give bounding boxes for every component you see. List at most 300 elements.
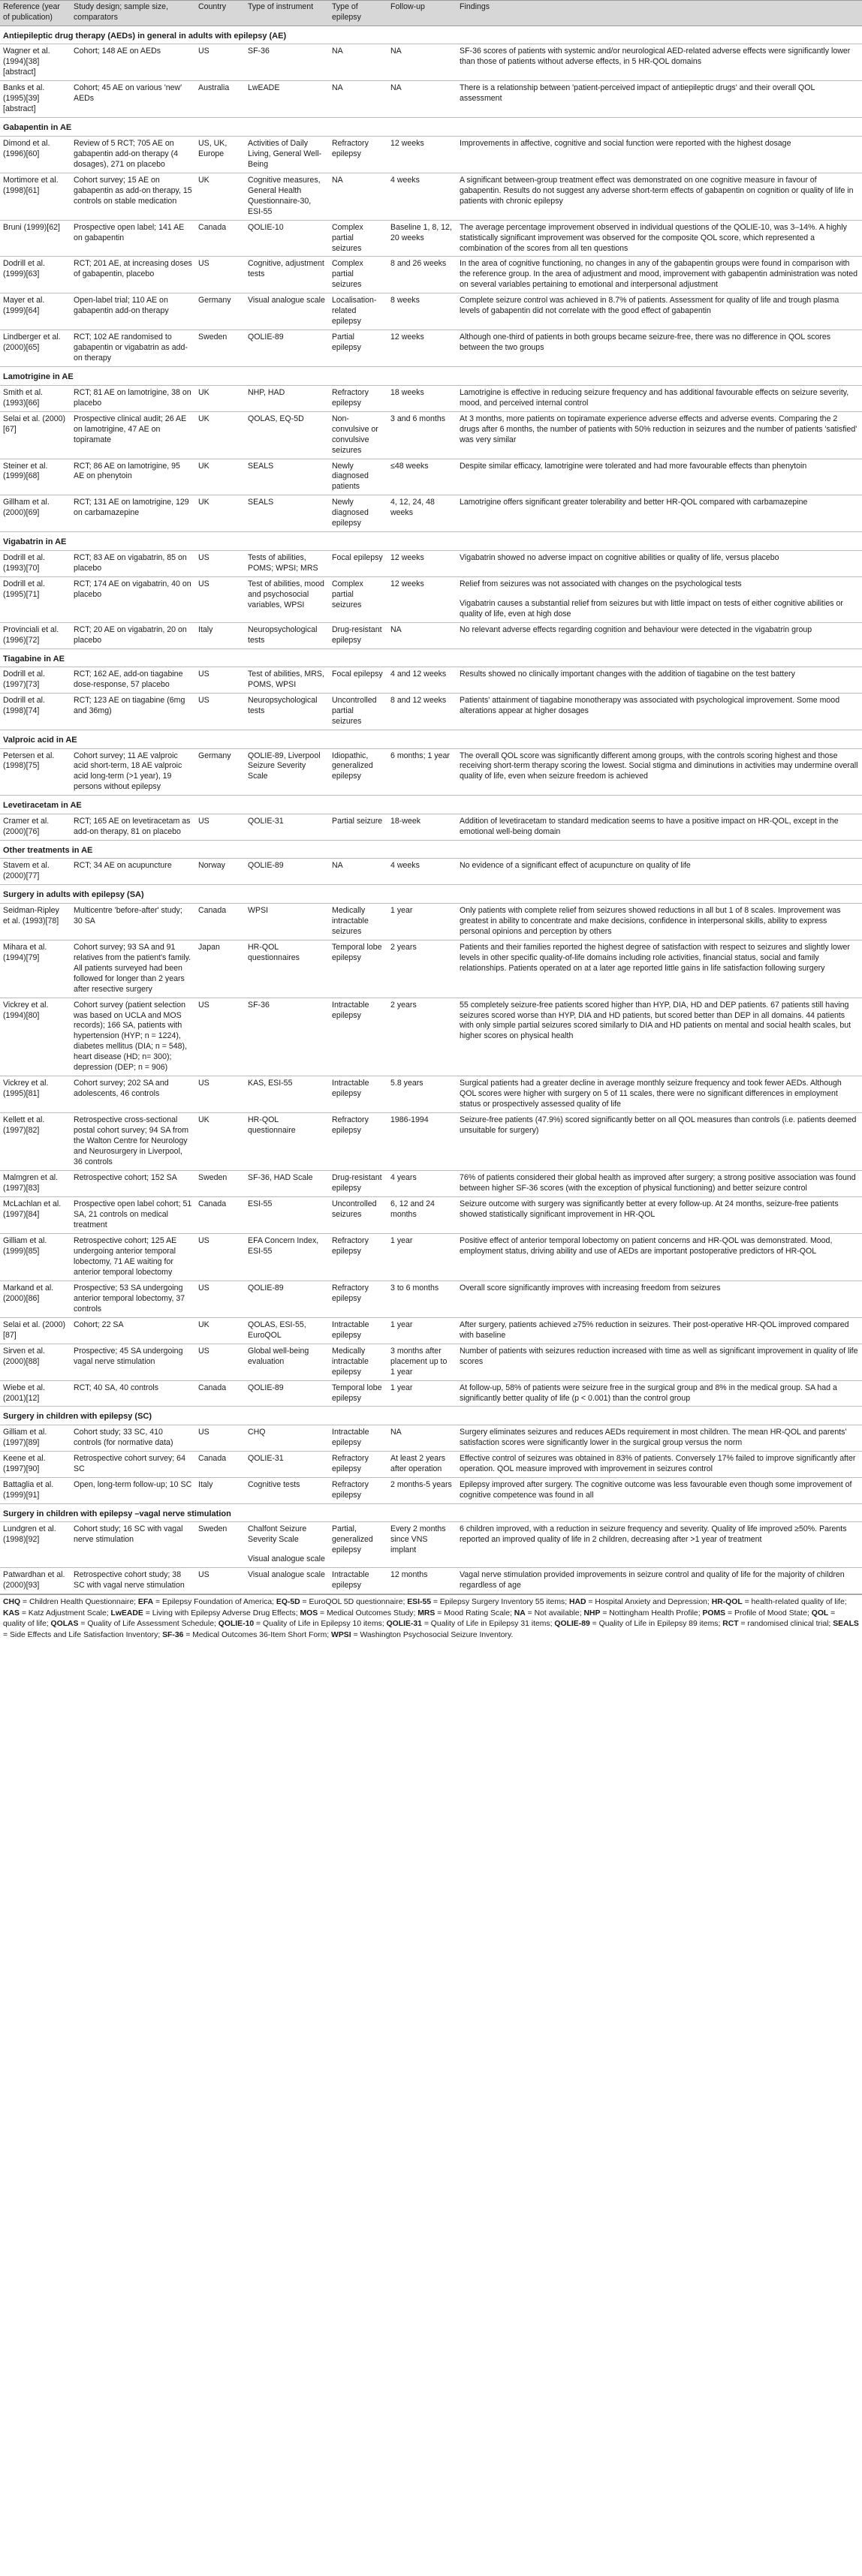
abbreviation-definition: Quality of Life Assessment Schedule: [87, 1620, 214, 1629]
cell-reference: Keene et al. (1997)[90]: [0, 1451, 71, 1477]
cell-country: US: [195, 1233, 245, 1280]
abbreviation-term: LwEADE: [110, 1608, 143, 1618]
cell-epilepsy-type: NA: [329, 81, 387, 118]
table-row: [0, 385, 862, 411]
cell-findings: Complete seizure control was achieved in 8.7% of patients. Assessment for quality of life and trough plasma levels of gabapentin did not correlate with the good effect of gabapentin: [457, 293, 862, 330]
abbreviation-term: EFA: [137, 1598, 154, 1607]
cell-country: UK: [195, 459, 245, 495]
section-title: Surgery in children with epilepsy (SC): [0, 1407, 862, 1425]
abbreviation-definition: Nottingham Health Profile: [609, 1608, 698, 1618]
cell-epilepsy-type: Partial, generalized epilepsy: [329, 1522, 387, 1568]
cell-epilepsy-type: Drug-resistant epilepsy: [329, 1171, 387, 1197]
abbreviation-term: MOS: [300, 1608, 318, 1618]
abbreviation-term: HR-QOL: [711, 1598, 743, 1607]
cell-findings: [457, 576, 862, 622]
cell-reference: Patwardhan et al. (2000)[93]: [0, 1568, 71, 1594]
cell-instrument: QOLAS, EQ-5D: [245, 411, 329, 459]
abbreviation-term: SEALS: [833, 1620, 859, 1629]
cell-country: Canada: [195, 1380, 245, 1407]
cell-follow-up: NA: [387, 622, 457, 649]
cell-findings: Surgery eliminates seizures and reduces AEDs requirement in most children. The mean HR-QOL and parents' satisfaction scores were significantly lower in the surgical group versus the norm: [457, 1425, 862, 1452]
cell-study-design: RCT; 102 AE randomised to gabapentin or vigabatrin as add-on therapy: [71, 330, 195, 367]
cell-follow-up: 4 years: [387, 1171, 457, 1197]
cell-epilepsy-type: Refractory epilepsy: [329, 1113, 387, 1171]
cell-epilepsy-type: Intractable epilepsy: [329, 1425, 387, 1452]
cell-reference: Banks et al. (1995)[39] [abstract]: [0, 81, 71, 118]
cell-epilepsy-type: Focal epilepsy: [329, 667, 387, 694]
abbreviation-definition: Quality of Life in Epilepsy 31 items: [430, 1620, 550, 1629]
cell-country: UK: [195, 385, 245, 411]
cell-instrument: LwEADE: [245, 81, 329, 118]
cell-country: Canada: [195, 903, 245, 940]
abbreviation-term: NA: [514, 1608, 526, 1618]
cell-epilepsy-type: Temporal lobe epilepsy: [329, 1380, 387, 1407]
cell-reference: Sirven et al. (2000)[88]: [0, 1344, 71, 1380]
cell-epilepsy-type: Newly diagnosed patients: [329, 459, 387, 495]
cell-epilepsy-type: Intractable epilepsy: [329, 998, 387, 1076]
section-title: Surgery in adults with epilepsy (SA): [0, 885, 862, 904]
cell-instrument: Global well-being evaluation: [245, 1344, 329, 1380]
table-row: [0, 903, 862, 940]
table-row: [0, 1233, 862, 1280]
cell-paragraph: Relief from seizures was not associated with changes on the psychological tests: [460, 579, 742, 588]
cell-findings: Addition of levetiracetam to standard medication seems to have a positive impact on HR-QOL, except in the emotional well-being domain: [457, 814, 862, 840]
cell-study-design: Multicentre 'before-after' study; 30 SA: [71, 903, 195, 940]
abbreviation-definition: Epilepsy Foundation of America: [161, 1598, 273, 1607]
cell-country: Italy: [195, 622, 245, 649]
cell-paragraph: Vigabatrin causes a substantial relief from seizures but with little impact on tests of either cognitive abilities or quality of life, even at high dose: [460, 598, 843, 618]
cell-instrument: HR-QOL questionnaire: [245, 1113, 329, 1171]
cell-study-design: Cohort survey; 93 SA and 91 relatives from the patient's family. All patients surveyed had been followed for longer than 2 years after resective surgery: [71, 940, 195, 998]
abbreviation-term: WPSI: [331, 1630, 351, 1639]
abbreviation-term: QOLIE-31: [386, 1620, 422, 1629]
cell-findings: At 3 months, more patients on topiramate experience adverse effects and adverse events. Comparing the 2 drugs after 6 months, the number of patients with 50% reduction in seizures and the number of patients 'satisfied' was very similar: [457, 411, 862, 459]
header-row: [0, 1, 862, 26]
cell-follow-up: 2 months-5 years: [387, 1477, 457, 1503]
cell-follow-up: NA: [387, 81, 457, 118]
cell-study-design: Cohort; 45 AE on various 'new' AEDs: [71, 81, 195, 118]
cell-country: UK: [195, 495, 245, 532]
table-row: [0, 293, 862, 330]
cell-follow-up: 2 years: [387, 940, 457, 998]
section-header-row: [0, 118, 862, 137]
cell-epilepsy-type: Intractable epilepsy: [329, 1076, 387, 1113]
cell-follow-up: 12 weeks: [387, 576, 457, 622]
cell-instrument: Cognitive, adjustment tests: [245, 257, 329, 293]
cell-reference: Markand et al. (2000)[86]: [0, 1280, 71, 1317]
cell-findings: Although one-third of patients in both groups became seizure-free, there was no difference in QOL scores between the two groups: [457, 330, 862, 367]
abbreviation-term: QOLAS: [50, 1620, 79, 1629]
table-row: [0, 1317, 862, 1344]
cell-findings: Results showed no clinically important changes with the addition of tiagabine on the test battery: [457, 667, 862, 694]
cell-study-design: Prospective open label; 141 AE on gabapentin: [71, 220, 195, 257]
section-title: Antiepileptic drug therapy (AEDs) in general in adults with epilepsy (AE): [0, 26, 862, 44]
cell-epilepsy-type: Drug-resistant epilepsy: [329, 622, 387, 649]
cell-instrument: SF-36: [245, 998, 329, 1076]
table-row: [0, 622, 862, 649]
cell-instrument: WPSI: [245, 903, 329, 940]
cell-instrument: [245, 1522, 329, 1568]
cell-reference: Seidman-Ripley et al. (1993)[78]: [0, 903, 71, 940]
cell-instrument: Neuropsychological tests: [245, 694, 329, 730]
cell-reference: Selai et al. (2000)[87]: [0, 1317, 71, 1344]
cell-study-design: Cohort study; 33 SC, 410 controls (for normative data): [71, 1425, 195, 1452]
cell-country: Germany: [195, 748, 245, 796]
cell-findings: In the area of cognitive functioning, no changes in any of the gabapentin groups were found in comparison with the reference group. In the area of adjustment and mood, improvement with gabapentin administration was noted on several variables pertaining to emotional and interpersonal adjustment: [457, 257, 862, 293]
cell-epilepsy-type: NA: [329, 859, 387, 885]
cell-study-design: Cohort; 148 AE on AEDs: [71, 44, 195, 81]
abbreviation-term: ESI-55: [407, 1598, 432, 1607]
cell-follow-up: 18 weeks: [387, 385, 457, 411]
header-country: Country: [195, 1, 245, 26]
table-row: [0, 411, 862, 459]
cell-findings: Effective control of seizures was obtained in 83% of patients. Conversely 17% failed to improve significantly after operation. QOL measure improved with improvement in seizures control: [457, 1451, 862, 1477]
cell-follow-up: 12 weeks: [387, 136, 457, 173]
cell-reference: Lundgren et al. (1998)[92]: [0, 1522, 71, 1568]
cell-study-design: RCT; 40 SA, 40 controls: [71, 1380, 195, 1407]
cell-follow-up: 2 years: [387, 998, 457, 1076]
section-title: Gabapentin in AE: [0, 118, 862, 137]
cell-follow-up: 3 to 6 months: [387, 1280, 457, 1317]
cell-country: Japan: [195, 940, 245, 998]
cell-study-design: Open, long-term follow-up; 10 SC: [71, 1477, 195, 1503]
table-row: [0, 173, 862, 220]
cell-instrument: QOLIE-89, Liverpool Seizure Severity Scale: [245, 748, 329, 796]
cell-country: Sweden: [195, 1171, 245, 1197]
cell-epilepsy-type: Intractable epilepsy: [329, 1568, 387, 1594]
cell-epilepsy-type: Partial epilepsy: [329, 330, 387, 367]
table-row: [0, 694, 862, 730]
cell-findings: Seizure-free patients (47.9%) scored significantly better on all QOL measures than controls (i.e. patients deemed unsuitable for surgery): [457, 1113, 862, 1171]
cell-study-design: Retrospective cross-sectional postal cohort survey; 94 SA from the Walton Centre for Neurology and Neurosurgery in Liverpool, 36 controls: [71, 1113, 195, 1171]
cell-follow-up: 8 and 12 weeks: [387, 694, 457, 730]
table-row: [0, 1280, 862, 1317]
cell-study-design: RCT; 131 AE on lamotrigine, 129 on carbamazepine: [71, 495, 195, 532]
cell-study-design: RCT; 165 AE on levetiracetam as add-on therapy, 81 on placebo: [71, 814, 195, 840]
cell-epilepsy-type: Uncontrolled partial seizures: [329, 694, 387, 730]
cell-reference: Vickrey et al. (1995)[81]: [0, 1076, 71, 1113]
cell-reference: Dodrill et al. (1999)[63]: [0, 257, 71, 293]
cell-epilepsy-type: Intractable epilepsy: [329, 1317, 387, 1344]
cell-country: Canada: [195, 220, 245, 257]
cell-study-design: Cohort survey; 15 AE on gabapentin as add-on therapy, 15 controls on stable medication: [71, 173, 195, 220]
cell-reference: Dodrill et al. (1998)[74]: [0, 694, 71, 730]
cell-follow-up: ≤48 weeks: [387, 459, 457, 495]
cell-reference: Smith et al. (1993)[66]: [0, 385, 71, 411]
table-row: [0, 1425, 862, 1452]
cell-follow-up: 1 year: [387, 1317, 457, 1344]
cell-instrument: ESI-55: [245, 1197, 329, 1234]
cell-instrument: Cognitive measures, General Health Questionnaire-30, ESI-55: [245, 173, 329, 220]
abbreviation-term: POMS: [702, 1608, 726, 1618]
cell-reference: Petersen et al. (1998)[75]: [0, 748, 71, 796]
cell-follow-up: 3 months after placement up to 1 year: [387, 1344, 457, 1380]
section-title: Surgery in children with epilepsy –vagal nerve stimulation: [0, 1503, 862, 1522]
abbreviation-definition: randomised clinical trial: [747, 1620, 829, 1629]
cell-country: UK: [195, 1113, 245, 1171]
abbreviation-term: RCT: [722, 1620, 739, 1629]
table-row: [0, 1522, 862, 1568]
abbreviation-term: KAS: [3, 1608, 20, 1618]
cell-follow-up: 3 and 6 months: [387, 411, 457, 459]
abbreviation-term: EQ-5D: [276, 1598, 300, 1607]
cell-country: US: [195, 694, 245, 730]
section-header-row: [0, 532, 862, 551]
table-row: [0, 1477, 862, 1503]
cell-epilepsy-type: Complex partial seizures: [329, 220, 387, 257]
cell-study-design: RCT; 86 AE on lamotrigine, 95 AE on phenytoin: [71, 459, 195, 495]
cell-epilepsy-type: Complex partial seizures: [329, 576, 387, 622]
cell-instrument: QOLIE-89: [245, 1380, 329, 1407]
abbreviation-definition: Children Health Questionnaire: [29, 1598, 134, 1607]
cell-reference: Kellett et al. (1997)[82]: [0, 1113, 71, 1171]
cell-instrument: Cognitive tests: [245, 1477, 329, 1503]
cell-follow-up: 8 and 26 weeks: [387, 257, 457, 293]
section-title: Tiagabine in AE: [0, 649, 862, 667]
cell-country: Sweden: [195, 330, 245, 367]
cell-epilepsy-type: NA: [329, 173, 387, 220]
cell-epilepsy-type: Refractory epilepsy: [329, 1477, 387, 1503]
cell-epilepsy-type: Refractory epilepsy: [329, 1451, 387, 1477]
cell-country: Canada: [195, 1197, 245, 1234]
cell-findings: Despite similar efficacy, lamotrigine were tolerated and had more favourable effects than phenytoin: [457, 459, 862, 495]
cell-epilepsy-type: Partial seizure: [329, 814, 387, 840]
cell-follow-up: 5.8 years: [387, 1076, 457, 1113]
cell-reference: Gillham et al. (2000)[69]: [0, 495, 71, 532]
cell-country: US: [195, 667, 245, 694]
cell-reference: Steiner et al. (1999)[68]: [0, 459, 71, 495]
cell-instrument: Visual analogue scale: [245, 293, 329, 330]
cell-findings: A significant between-group treatment effect was demonstrated on one cognitive measure in favour of gabapentin. Results do not suggest any adverse short-term effects of gabapentin on cognition or quality of life in patients with chronic epilepsy: [457, 173, 862, 220]
table-row: [0, 330, 862, 367]
cell-instrument: SEALS: [245, 459, 329, 495]
cell-follow-up: NA: [387, 1425, 457, 1452]
header-follow-up: Follow-up: [387, 1, 457, 26]
cell-study-design: RCT; 123 AE on tiagabine (6mg and 36mg): [71, 694, 195, 730]
cell-instrument: QOLIE-31: [245, 1451, 329, 1477]
cell-study-design: Retrospective cohort; 125 AE undergoing anterior temporal lobectomy, 71 AE waiting for anterior temporal lobectomy: [71, 1233, 195, 1280]
cell-follow-up: NA: [387, 44, 457, 81]
table-row: [0, 136, 862, 173]
cell-reference: Provinciali et al. (1996)[72]: [0, 622, 71, 649]
cell-instrument: SEALS: [245, 495, 329, 532]
abbreviation-term: HAD: [568, 1598, 586, 1607]
cell-instrument: Tests of abilities, POMS; WPSI; MRS: [245, 550, 329, 576]
cell-instrument: Visual analogue scale: [245, 1568, 329, 1594]
header-findings: Findings: [457, 1, 862, 26]
table-row: [0, 1344, 862, 1380]
cell-instrument: QOLIE-10: [245, 220, 329, 257]
section-header-row: [0, 730, 862, 748]
cell-study-design: Prospective; 53 SA undergoing anterior temporal lobectomy, 37 controls: [71, 1280, 195, 1317]
cell-study-design: RCT; 81 AE on lamotrigine, 38 on placebo: [71, 385, 195, 411]
cell-country: US, UK, Europe: [195, 136, 245, 173]
abbreviation-definition: Epilepsy Surgery Inventory 55 items: [439, 1598, 565, 1607]
abbreviation-definition: Not available: [534, 1608, 580, 1618]
cell-epilepsy-type: Refractory epilepsy: [329, 1280, 387, 1317]
cell-follow-up: 18-week: [387, 814, 457, 840]
cell-findings: Surgical patients had a greater decline in average monthly seizure frequency and took fewer AEDs. Although QOL scores were higher with surgery on 5 of 11 scales, there were no significant differences in employment status or prospectively assessed quality of life: [457, 1076, 862, 1113]
cell-findings: Vigabatrin showed no adverse impact on cognitive abilities or quality of life, versus placebo: [457, 550, 862, 576]
header-epilepsy-type: Type of epilepsy: [329, 1, 387, 26]
table-row: [0, 44, 862, 81]
cell-country: US: [195, 1425, 245, 1452]
cell-instrument: Test of abilities, MRS, POMS, WPSI: [245, 667, 329, 694]
cell-epilepsy-type: Temporal lobe epilepsy: [329, 940, 387, 998]
cell-reference: Battaglia et al. (1999)[91]: [0, 1477, 71, 1503]
cell-epilepsy-type: Refractory epilepsy: [329, 385, 387, 411]
abbreviation-term: CHQ: [3, 1598, 21, 1607]
cell-reference: Dodrill et al. (1997)[73]: [0, 667, 71, 694]
abbreviation-definition: Living with Epilepsy Adverse Drug Effects: [152, 1608, 296, 1618]
table-row: [0, 1076, 862, 1113]
table-row: [0, 667, 862, 694]
cell-findings: Overall score significantly improves with increasing freedom from seizures: [457, 1280, 862, 1317]
cell-epilepsy-type: Uncontrolled seizures: [329, 1197, 387, 1234]
cell-study-design: Retrospective cohort study; 38 SC with vagal nerve stimulation: [71, 1568, 195, 1594]
cell-findings: Seizure outcome with surgery was significantly better at every follow-up. At 24 months, seizure-free patients showed statistically significant improvement in HR-QOL: [457, 1197, 862, 1234]
cell-paragraph: Visual analogue scale: [248, 1554, 325, 1564]
cell-reference: Mihara et al. (1994)[79]: [0, 940, 71, 998]
abbreviation-term: QOLIE-89: [554, 1620, 590, 1629]
cell-findings: At follow-up, 58% of patients were seizure free in the surgical group and 8% in the medical group. SA had a significantly better quality of life (p < 0.001) than the control group: [457, 1380, 862, 1407]
cell-findings: No evidence of a significant effect of acupuncture on quality of life: [457, 859, 862, 885]
cell-study-design: RCT; 201 AE, at increasing doses of gabapentin, placebo: [71, 257, 195, 293]
table-row: [0, 1113, 862, 1171]
cell-instrument: KAS, ESI-55: [245, 1076, 329, 1113]
cell-country: US: [195, 814, 245, 840]
cell-follow-up: 1 year: [387, 1380, 457, 1407]
section-header-row: [0, 1503, 862, 1522]
cell-instrument: NHP, HAD: [245, 385, 329, 411]
cell-findings: SF-36 scores of patients with systemic and/or neurological AED-related adverse effects were significantly lower than those of patients without adverse effects, in 5 HR-QOL domains: [457, 44, 862, 81]
cell-epilepsy-type: Complex partial seizures: [329, 257, 387, 293]
cell-reference: Wiebe et al. (2001)[12]: [0, 1380, 71, 1407]
cell-instrument: HR-QOL questionnaires: [245, 940, 329, 998]
cell-follow-up: 4 weeks: [387, 859, 457, 885]
cell-follow-up: 4 and 12 weeks: [387, 667, 457, 694]
section-header-row: [0, 796, 862, 814]
cell-instrument: Neuropsychological tests: [245, 622, 329, 649]
cell-findings: There is a relationship between 'patient-perceived impact of antiepileptic drugs' and their overall QOL assessment: [457, 81, 862, 118]
cell-follow-up: 12 months: [387, 1568, 457, 1594]
cell-reference: Wagner et al. (1994)[38] [abstract]: [0, 44, 71, 81]
cell-study-design: RCT; 174 AE on vigabatrin, 40 on placebo: [71, 576, 195, 622]
cell-findings: Only patients with complete relief from seizures showed reductions in all but 1 of 8 scales. Improvement was greatest in ability to concentrate and make decisions, confidence in interpersonal skills, ability to express personal opinions and perception by others: [457, 903, 862, 940]
cell-findings: Number of patients with seizures reduction increased with time as well as significant improvement in quality of life scores: [457, 1344, 862, 1380]
cell-country: US: [195, 44, 245, 81]
cell-reference: Vickrey et al. (1994)[80]: [0, 998, 71, 1076]
table-row: [0, 81, 862, 118]
table-row: [0, 576, 862, 622]
table-row: [0, 1451, 862, 1477]
cell-follow-up: 1 year: [387, 903, 457, 940]
abbreviation-definition: quality of life: [3, 1620, 47, 1629]
cell-findings: Vagal nerve stimulation provided improvements in seizure control and quality of life for the majority of children regardless of age: [457, 1568, 862, 1594]
cell-epilepsy-type: Focal epilepsy: [329, 550, 387, 576]
cell-findings: Epilepsy improved after surgery. The cognitive outcome was less favourable even though some improvement of cognitive competence was found in all: [457, 1477, 862, 1503]
cell-instrument: SF-36: [245, 44, 329, 81]
cell-findings: Improvements in affective, cognitive and social function were reported with the highest dosage: [457, 136, 862, 173]
cell-study-design: Cohort survey; 11 AE valproic acid short-term, 18 AE valproic acid long-term (>1 year), 19 persons without epilepsy: [71, 748, 195, 796]
table-row: [0, 257, 862, 293]
cell-follow-up: 1 year: [387, 1233, 457, 1280]
abbreviations-footnote: CHQ = Children Health Questionnaire; EFA = Epilepsy Foundation of America; EQ-5D = EuroQOL 5D questionnaire; ESI-55 = Epilepsy Surgery Inventory 55 items; HAD = Hospital Anxiety and Depression; HR-QOL = health-related quality of life; KAS = Katz Adjustment Scale; LwEADE = Living with Epilepsy Adverse Drug Effects; MOS = Medical Outcomes Study; MRS = Mood Rating Scale; NA = Not available; NHP = Nottingham Health Profile; POMS = Profile of Mood State; QOL = quality of life; QOLAS = Quality of Life Assessment Schedule; QOLIE-10 = Quality of Life in Epilepsy 10 items; QOLIE-31 = Quality of Life in Epilepsy 31 items; QOLIE-89 = Quality of Life in Epilepsy 89 items; RCT = randomised clinical trial; SEALS = Side Effects and Life Satisfaction Inventory; SF-36 = Medical Outcomes 36-Item Short Form; WPSI = Washington Psychosocial Seizure Inventory.: [0, 1594, 862, 1641]
cell-study-design: Cohort survey (patient selection was based on UCLA and MOS records); 166 SA, patients with hypertension (HYP; n = 1224), diabetes mellitus (DIA; n = 548), heart disease (HD; n= 300); depression (DEP; n = 906): [71, 998, 195, 1076]
cell-reference: Gilliam et al. (1997)[89]: [0, 1425, 71, 1452]
section-header-row: [0, 840, 862, 859]
header-instrument: Type of instrument: [245, 1, 329, 26]
cell-country: US: [195, 1076, 245, 1113]
cell-epilepsy-type: Newly diagnosed epilepsy: [329, 495, 387, 532]
section-header-row: [0, 1407, 862, 1425]
table-row: [0, 1380, 862, 1407]
cell-reference: Dimond et al. (1996)[60]: [0, 136, 71, 173]
cell-country: Germany: [195, 293, 245, 330]
cell-follow-up: 4 weeks: [387, 173, 457, 220]
cell-study-design: Open-label trial; 110 AE on gabapentin add-on therapy: [71, 293, 195, 330]
cell-country: UK: [195, 173, 245, 220]
cell-epilepsy-type: NA: [329, 44, 387, 81]
cell-follow-up: At least 2 years after operation: [387, 1451, 457, 1477]
table-row: [0, 550, 862, 576]
section-header-row: [0, 26, 862, 44]
cell-instrument: Test of abilities, mood and psychosocial variables, WPSI: [245, 576, 329, 622]
cell-epilepsy-type: Refractory epilepsy: [329, 136, 387, 173]
cell-instrument: Activities of Daily Living, General Well-Being: [245, 136, 329, 173]
cell-instrument: QOLAS, ESI-55, EuroQOL: [245, 1317, 329, 1344]
cell-reference: Lindberger et al. (2000)[65]: [0, 330, 71, 367]
cell-follow-up: 8 weeks: [387, 293, 457, 330]
cell-findings: The average percentage improvement observed in individual questions of the QOLIE-10, was 3–14%. A highly statistically significant improvement was observed for the composite QOL score, which represented a combination of the scores from all ten questions: [457, 220, 862, 257]
cell-country: UK: [195, 411, 245, 459]
cell-epilepsy-type: Non-convulsive or convulsive seizures: [329, 411, 387, 459]
cell-country: US: [195, 576, 245, 622]
cell-country: Italy: [195, 1477, 245, 1503]
abbreviation-term: MRS: [417, 1608, 436, 1618]
abbreviation-definition: Washington Psychosocial Seizure Inventory: [360, 1630, 511, 1639]
abbreviation-definition: Medical Outcomes Study: [326, 1608, 414, 1618]
section-title: Levetiracetam in AE: [0, 796, 862, 814]
cell-follow-up: 6, 12 and 24 months: [387, 1197, 457, 1234]
cell-instrument: QOLIE-89: [245, 1280, 329, 1317]
cell-reference: Mayer et al. (1999)[64]: [0, 293, 71, 330]
cell-findings: 6 children improved, with a reduction in seizure frequency and severity. Quality of life improved ≥50%. Parents reported an improved quality of life in 2 children, decreasing after >1 year of treatment: [457, 1522, 862, 1568]
abbreviation-definition: Medical Outcomes 36-Item Short Form: [192, 1630, 327, 1639]
cell-instrument: CHQ: [245, 1425, 329, 1452]
cell-follow-up: 6 months; 1 year: [387, 748, 457, 796]
table-row: [0, 859, 862, 885]
cell-study-design: Retrospective cohort; 152 SA: [71, 1171, 195, 1197]
cell-instrument: SF-36, HAD Scale: [245, 1171, 329, 1197]
abbreviation-term: QOLIE-10: [218, 1620, 255, 1629]
cell-reference: Selai et al. (2000)[67]: [0, 411, 71, 459]
section-header-row: [0, 649, 862, 667]
cell-epilepsy-type: Localisation-related epilepsy: [329, 293, 387, 330]
cell-country: US: [195, 257, 245, 293]
cell-follow-up: 1986-1994: [387, 1113, 457, 1171]
abbreviation-definition: Side Effects and Life Satisfaction Inventory: [9, 1630, 158, 1639]
cell-country: UK: [195, 1317, 245, 1344]
cell-study-design: Prospective clinical audit; 26 AE on lamotrigine, 47 AE on topiramate: [71, 411, 195, 459]
cell-epilepsy-type: Medically intractable epilepsy: [329, 1344, 387, 1380]
cell-reference: Stavem et al. (2000)[77]: [0, 859, 71, 885]
table-row: [0, 459, 862, 495]
section-title: Lamotrigine in AE: [0, 367, 862, 386]
cell-follow-up: 4, 12, 24, 48 weeks: [387, 495, 457, 532]
cell-study-design: Review of 5 RCT; 705 AE on gabapentin add-on therapy (4 dosages), 271 on placebo: [71, 136, 195, 173]
cell-study-design: RCT; 83 AE on vigabatrin, 85 on placebo: [71, 550, 195, 576]
